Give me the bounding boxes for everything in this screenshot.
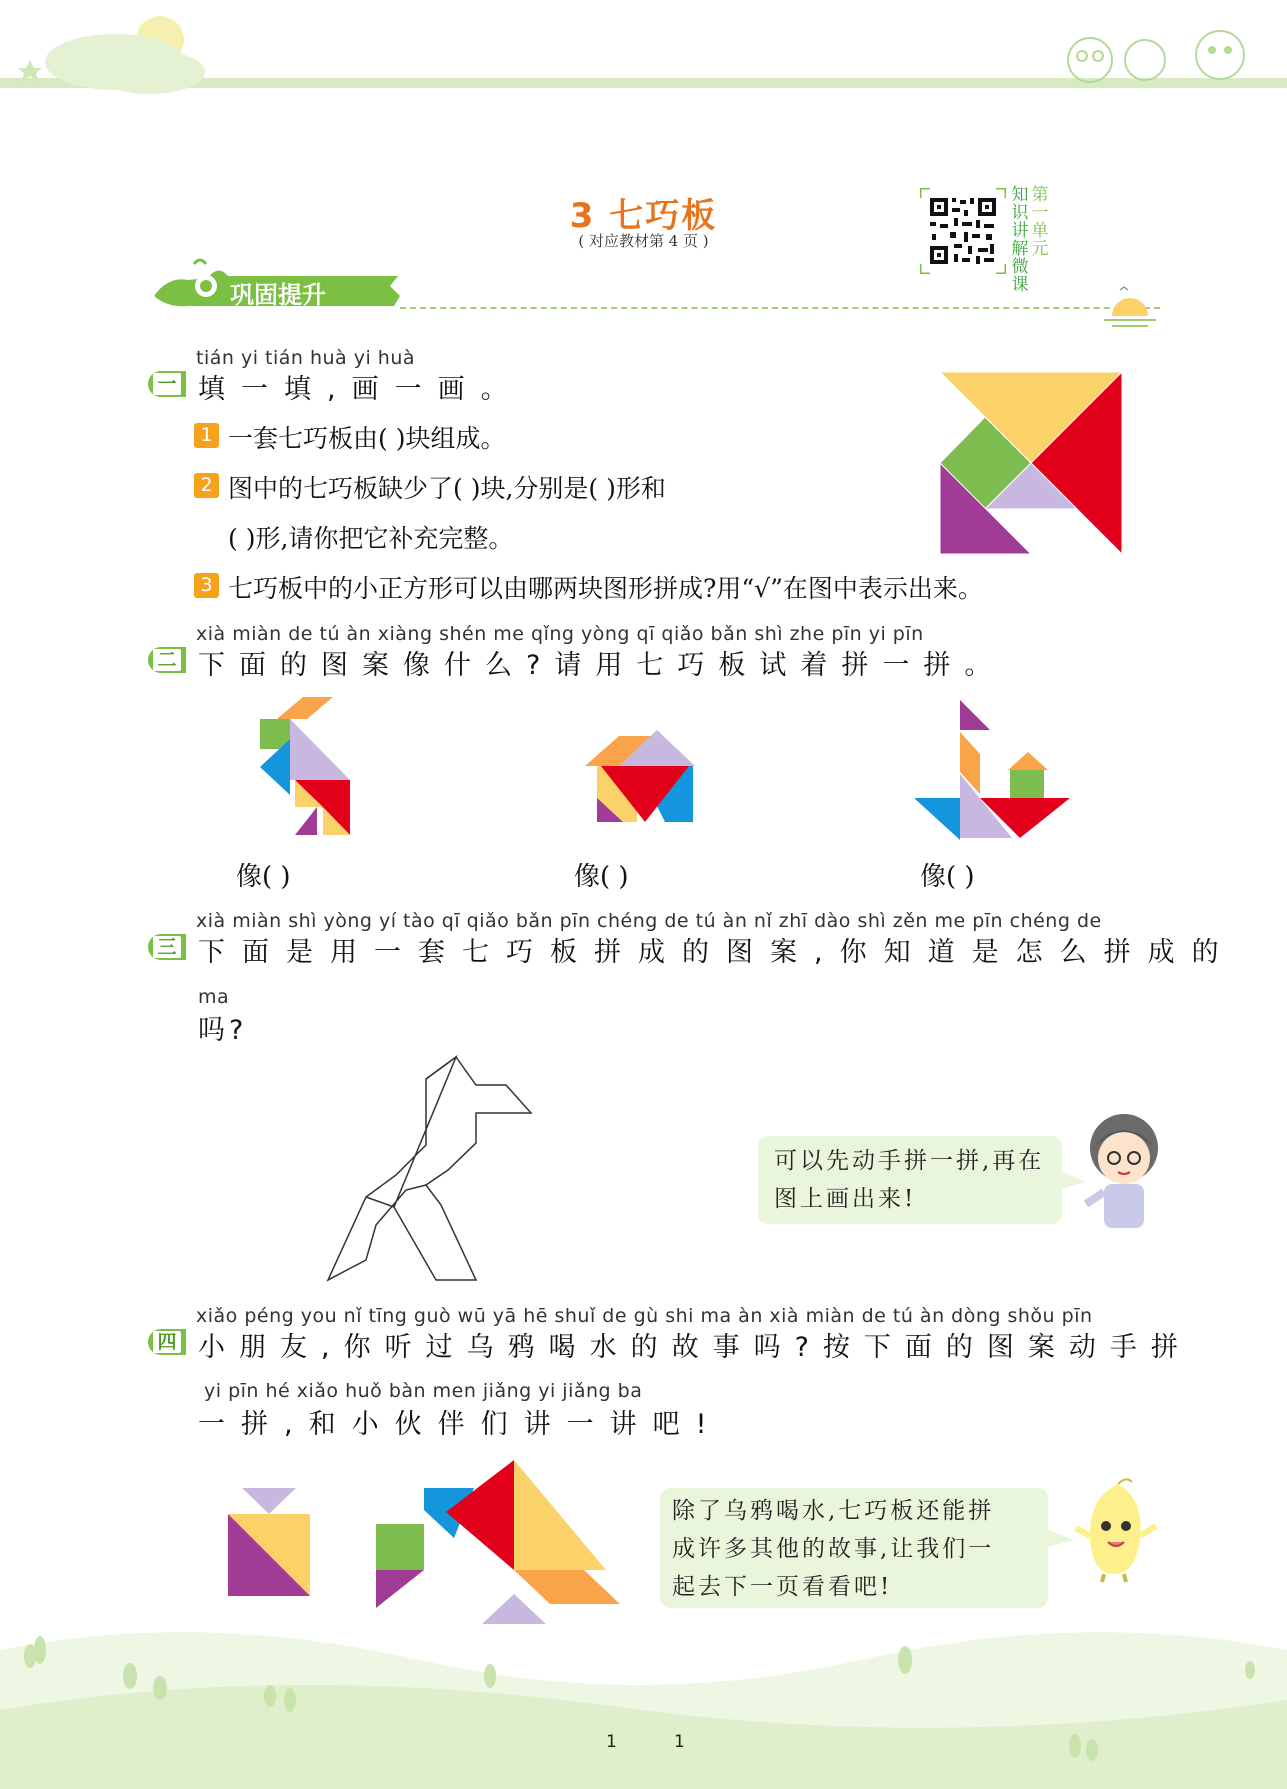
section-divider bbox=[400, 307, 1160, 309]
q4-pinyin: xiǎo péng you nǐ tīng guò wū yā hē shuǐ de gù shi ma àn xià miàn de tú àn dòng shǒu pīn bbox=[196, 1305, 1093, 1327]
q2-bird-figure bbox=[255, 695, 365, 845]
q3-pinyin: xià miàn shì yòng yí tào qī qiǎo bǎn pīn chéng de tú àn nǐ zhī dào shì zěn me pīn chéng de bbox=[196, 910, 1102, 932]
footer-hills-decoration bbox=[0, 1600, 1287, 1789]
q1-item-2-number: 2 bbox=[194, 473, 219, 498]
q3-title-line2: 吗? bbox=[198, 1015, 248, 1046]
bubble-tail bbox=[1058, 1168, 1086, 1192]
animal-faces-icon bbox=[1068, 31, 1244, 82]
sunset-icon bbox=[1100, 282, 1160, 330]
page-number-left: 1 bbox=[606, 1732, 617, 1752]
q2-title: 下面的图案像什么?请用七巧板试着拼一拼。 bbox=[198, 650, 1006, 681]
q2-answer-1[interactable]: 像( ) bbox=[236, 862, 291, 892]
q2-boat-figure bbox=[912, 698, 1072, 840]
q2-pinyin: xià miàn de tú àn xiàng shén me qǐng yòng qī qiǎo bǎn shì zhe pīn yi pīn bbox=[196, 623, 924, 645]
unit-column-2: 第 一 单 元 bbox=[1031, 185, 1049, 259]
q1-item-2-text: 图中的七巧板缺少了( )块,分别是( )形和 bbox=[228, 474, 666, 503]
page-number-right: 1 bbox=[674, 1732, 685, 1752]
q1-item-3-text: 七巧板中的小正方形可以由哪两块图形拼成?用“√”在图中表示出来。 bbox=[228, 574, 983, 603]
yellow-mascot-icon bbox=[1074, 1476, 1160, 1584]
page-title: 3 七巧板 bbox=[569, 196, 718, 236]
q3-title: 下面是用一套七巧板拼成的图案,你知道是怎么拼成的 bbox=[198, 937, 1236, 968]
q4-pinyin-line2: yi pīn hé xiǎo huǒ bàn men jiǎng yi jiǎng ba bbox=[204, 1380, 643, 1402]
q3-horse-outline[interactable] bbox=[326, 1055, 536, 1285]
q1-item-2-continued: ( )形,请你把它补充完整。 bbox=[228, 524, 514, 553]
page-subtitle: ( 对应教材第 4 页 ) bbox=[578, 232, 709, 250]
unit-label bbox=[1010, 186, 1054, 294]
header-decoration bbox=[0, 0, 1287, 120]
q4-number-badge: 四 bbox=[148, 1329, 186, 1355]
q4-title-line2: 一拼,和小伙伴们讲一讲吧! bbox=[198, 1409, 723, 1440]
q2-house-figure bbox=[583, 728, 695, 824]
q1-tangram-figure[interactable] bbox=[938, 370, 1124, 556]
q1-item-1-number: 1 bbox=[194, 423, 219, 448]
q4-bottle-figure bbox=[226, 1486, 312, 1598]
q1-item-3-number: 3 bbox=[194, 573, 219, 598]
bubble-tail bbox=[1044, 1526, 1074, 1550]
q1-title: 填一填,画一画。 bbox=[198, 374, 524, 405]
q1-item-1-text: 一套七巧板由( )块组成。 bbox=[228, 424, 506, 453]
q1-pinyin: tián yi tián huà yi huà bbox=[196, 347, 416, 369]
q2-answer-3[interactable]: 像( ) bbox=[920, 862, 975, 892]
qr-code-icon[interactable] bbox=[920, 188, 1006, 274]
unit-column-1: 知 识 讲 解 微 课 bbox=[1011, 185, 1029, 295]
q3-number-badge: 三 bbox=[148, 934, 186, 960]
boy-character-icon bbox=[1084, 1112, 1162, 1236]
q3-pinyin-line2: ma bbox=[198, 986, 230, 1008]
q2-answer-2[interactable]: 像( ) bbox=[574, 862, 629, 892]
q3-bubble-text: 可以先动手拼一拼,再在 图上画出来! bbox=[774, 1148, 1045, 1212]
q4-bubble-text: 除了乌鸦喝水,七巧板还能拼 成许多其他的故事,让我们一 起去下一页看看吧! bbox=[672, 1498, 995, 1600]
q1-number-badge: 一 bbox=[148, 371, 186, 397]
q4-title: 小朋友,你听过乌鸦喝水的故事吗?按下面的图案动手拼 bbox=[198, 1332, 1192, 1363]
section-title: 巩固提升 bbox=[230, 281, 326, 309]
q2-number-badge: 二 bbox=[148, 647, 186, 673]
